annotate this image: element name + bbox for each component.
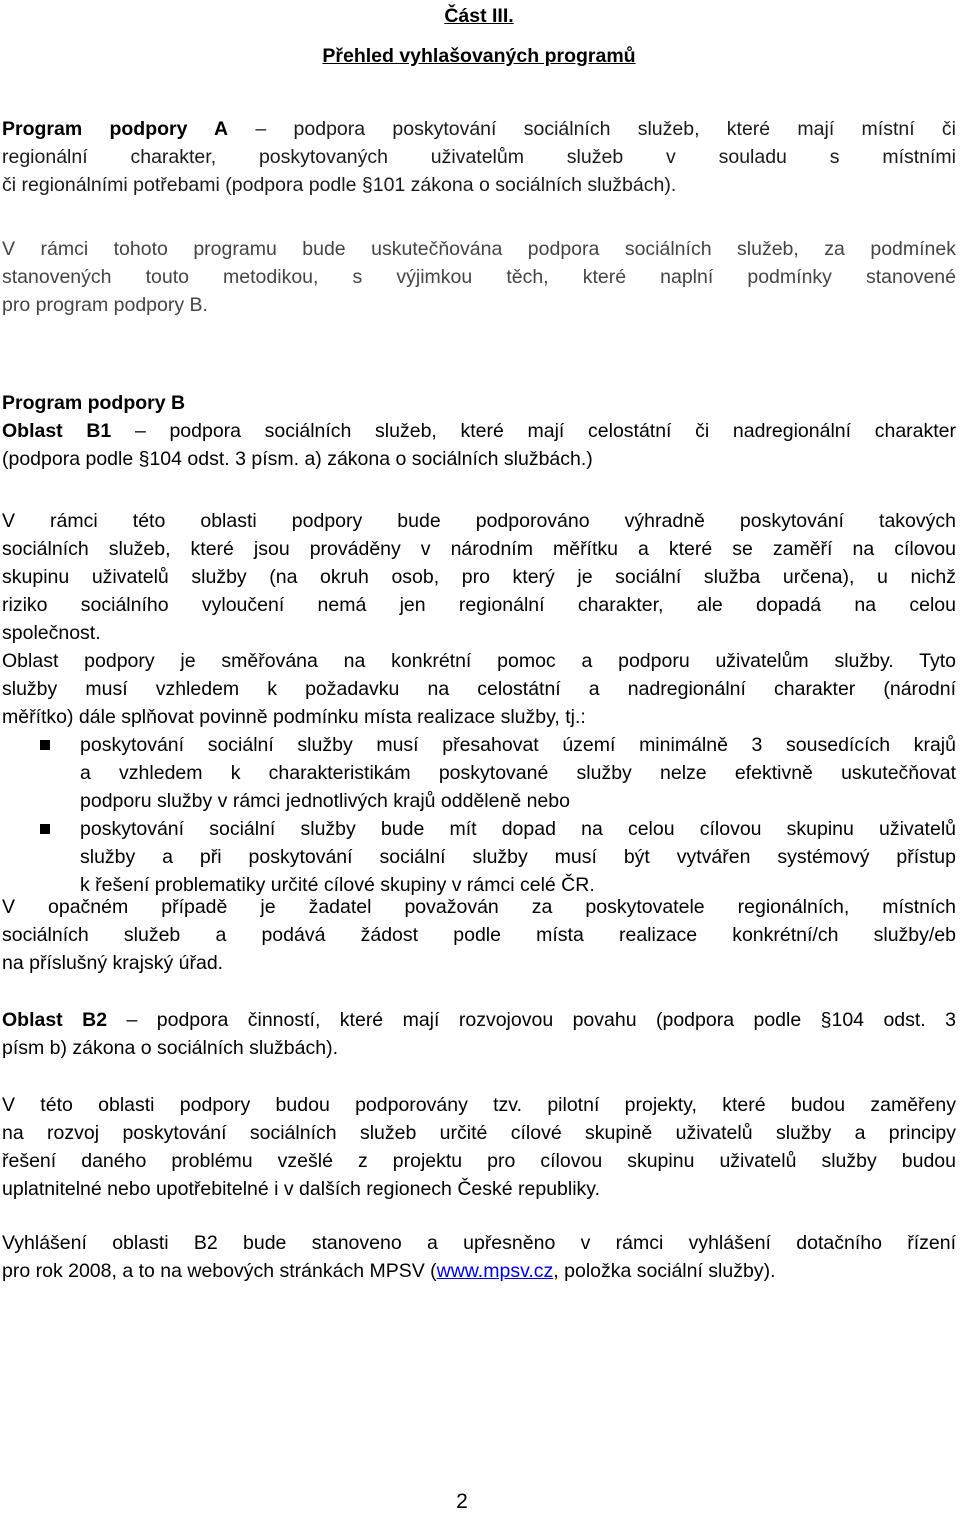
- b1-para-line-3: skupinu uživatelů služby (na okruh osob, pro který je sociální služba určena), u nichž: [2, 566, 956, 588]
- b2-block: [2, 1006, 956, 1062]
- b1-after-line-1: V opačném případě je žadatel považován za poskytovatele regionálních, místních: [2, 896, 956, 918]
- b1-para-line-8: měřítko) dále splňovat povinně podmínku místa realizace služby, tj.:: [2, 706, 586, 728]
- b1-para-line-4: riziko sociálního vyloučení nemá jen regionální charakter, ale dopadá na celou: [2, 594, 956, 616]
- announcement-paragraph: [2, 1229, 956, 1285]
- b1-text-2: (podpora podle §104 odst. 3 písm. a) zákona o sociálních službách.): [2, 448, 593, 470]
- bullet-1-line-1: poskytování sociální služby musí přesahovat území minimálně 3 sousedících krajů: [80, 734, 956, 756]
- b1-para-line-5: společnost.: [2, 622, 101, 644]
- program-a-dash: –: [228, 118, 294, 140]
- b2-text-2: písm b) zákona o sociálních službách).: [2, 1037, 338, 1059]
- announce-line-2: [2, 1257, 956, 1285]
- bullet-2-line-2: služby a při poskytování sociální služby musí být vytvářen systémový přístup: [80, 846, 956, 868]
- section-title: Přehled vyhlašovaných programů: [322, 45, 636, 67]
- mpsv-link[interactable]: www.mpsv.cz: [436, 1260, 554, 1282]
- program-b-block: [2, 389, 956, 473]
- program-a-text-1: podpora poskytování sociálních služeb, které mají místní či: [293, 118, 956, 140]
- part-title: Část III.: [444, 5, 514, 27]
- program-a-line-1: [2, 115, 956, 143]
- b2-para-line-4: uplatnitelné nebo upotřebitelné i v dalších regionech České republiky.: [2, 1178, 601, 1200]
- bullet-2-line-3: k řešení problematiky určité cílové skupiny v rámci celé ČR.: [80, 874, 595, 896]
- page-number: 2: [456, 1490, 468, 1513]
- announce-text-post: , položka sociální služby).: [553, 1260, 776, 1282]
- b1-after-line-3: na příslušný krajský úřad.: [2, 952, 224, 974]
- program-a-block: [2, 115, 956, 199]
- list-item: [2, 731, 956, 815]
- b1-paragraph: [2, 507, 956, 731]
- program-a-label: Program podpory A: [2, 118, 229, 140]
- program-a-text-2: regionální charakter, poskytovaných uživatelům služeb v souladu s místními: [2, 146, 956, 168]
- list-item: [2, 815, 956, 899]
- b1-para-line-2: sociálních služeb, které jsou prováděny v národním měřítku a které se zaměří na cílovou: [2, 538, 956, 560]
- b1-after-line-2: sociálních služeb a podává žádost podle místa realizace konkrétní/ch služby/eb: [2, 924, 956, 946]
- b2-paragraph: [2, 1091, 956, 1203]
- b1-para-line-6: Oblast podpory je směřována na konkrétní pomoc a podporu uživatelům služby. Tyto: [2, 650, 956, 672]
- bullet-1-line-2: a vzhledem k charakteristikám poskytované služby nelze efektivně uskutečňovat: [80, 762, 956, 784]
- b2-para-line-3: řešení daného problému vzešlé z projektu pro cílovou skupinu uživatelů služby budou: [2, 1150, 956, 1172]
- bullet-2-line-1: poskytování sociální služby bude mít dopad na celou cílovou skupinu uživatelů: [80, 818, 956, 840]
- b1-after-paragraph: [2, 893, 956, 977]
- b1-line-1: [2, 417, 956, 445]
- announce-line-1: Vyhlášení oblasti B2 bude stanoveno a upřesněno v rámci vyhlášení dotačního řízení: [2, 1232, 956, 1254]
- b2-line-1: [2, 1006, 956, 1034]
- b2-para-line-1: V této oblasti podpory budou podporovány tzv. pilotní projekty, které budou zaměřeny: [2, 1094, 956, 1116]
- b1-text-1: – podpora sociálních služeb, které mají celostátní či nadregionální charakter: [134, 420, 957, 442]
- program-a-text-3: či regionálními potřebami (podpora podle §101 zákona o sociálních službách).: [2, 174, 677, 196]
- program-a-para-line-3: pro program podpory B.: [2, 294, 208, 316]
- program-b-title: Program podpory B: [2, 392, 186, 414]
- program-a-para-line-1: V rámci tohoto programu bude uskutečňována podpora sociálních služeb, za podmínek: [2, 238, 956, 260]
- square-bullet-icon: [40, 740, 50, 750]
- program-a-para-line-2: stanovených touto metodikou, s výjimkou těch, které naplní podmínky stanovené: [2, 266, 956, 288]
- b2-para-line-2: na rozvoj poskytování sociálních služeb určité cílové skupině uživatelů služby a principy: [2, 1122, 956, 1144]
- b2-label: Oblast B2: [2, 1009, 108, 1031]
- program-a-paragraph: [2, 235, 956, 319]
- announce-text-pre: pro rok 2008, a to na webových stránkách MPSV (: [2, 1260, 437, 1282]
- bullet-1-line-3: podporu služby v rámci jednotlivých krajů odděleně nebo: [80, 790, 570, 812]
- b1-bullet-list: [2, 731, 956, 899]
- square-bullet-icon: [40, 824, 50, 834]
- b1-label: Oblast B1: [2, 420, 112, 442]
- b2-text-1: – podpora činností, které mají rozvojovou povahu (podpora podle §104 odst. 3: [107, 1009, 956, 1031]
- b1-para-line-1: V rámci této oblasti podpory bude podporováno výhradně poskytování takových: [2, 510, 956, 532]
- b1-para-line-7: služby musí vzhledem k požadavku na celostátní a nadregionální charakter (národní: [2, 678, 956, 700]
